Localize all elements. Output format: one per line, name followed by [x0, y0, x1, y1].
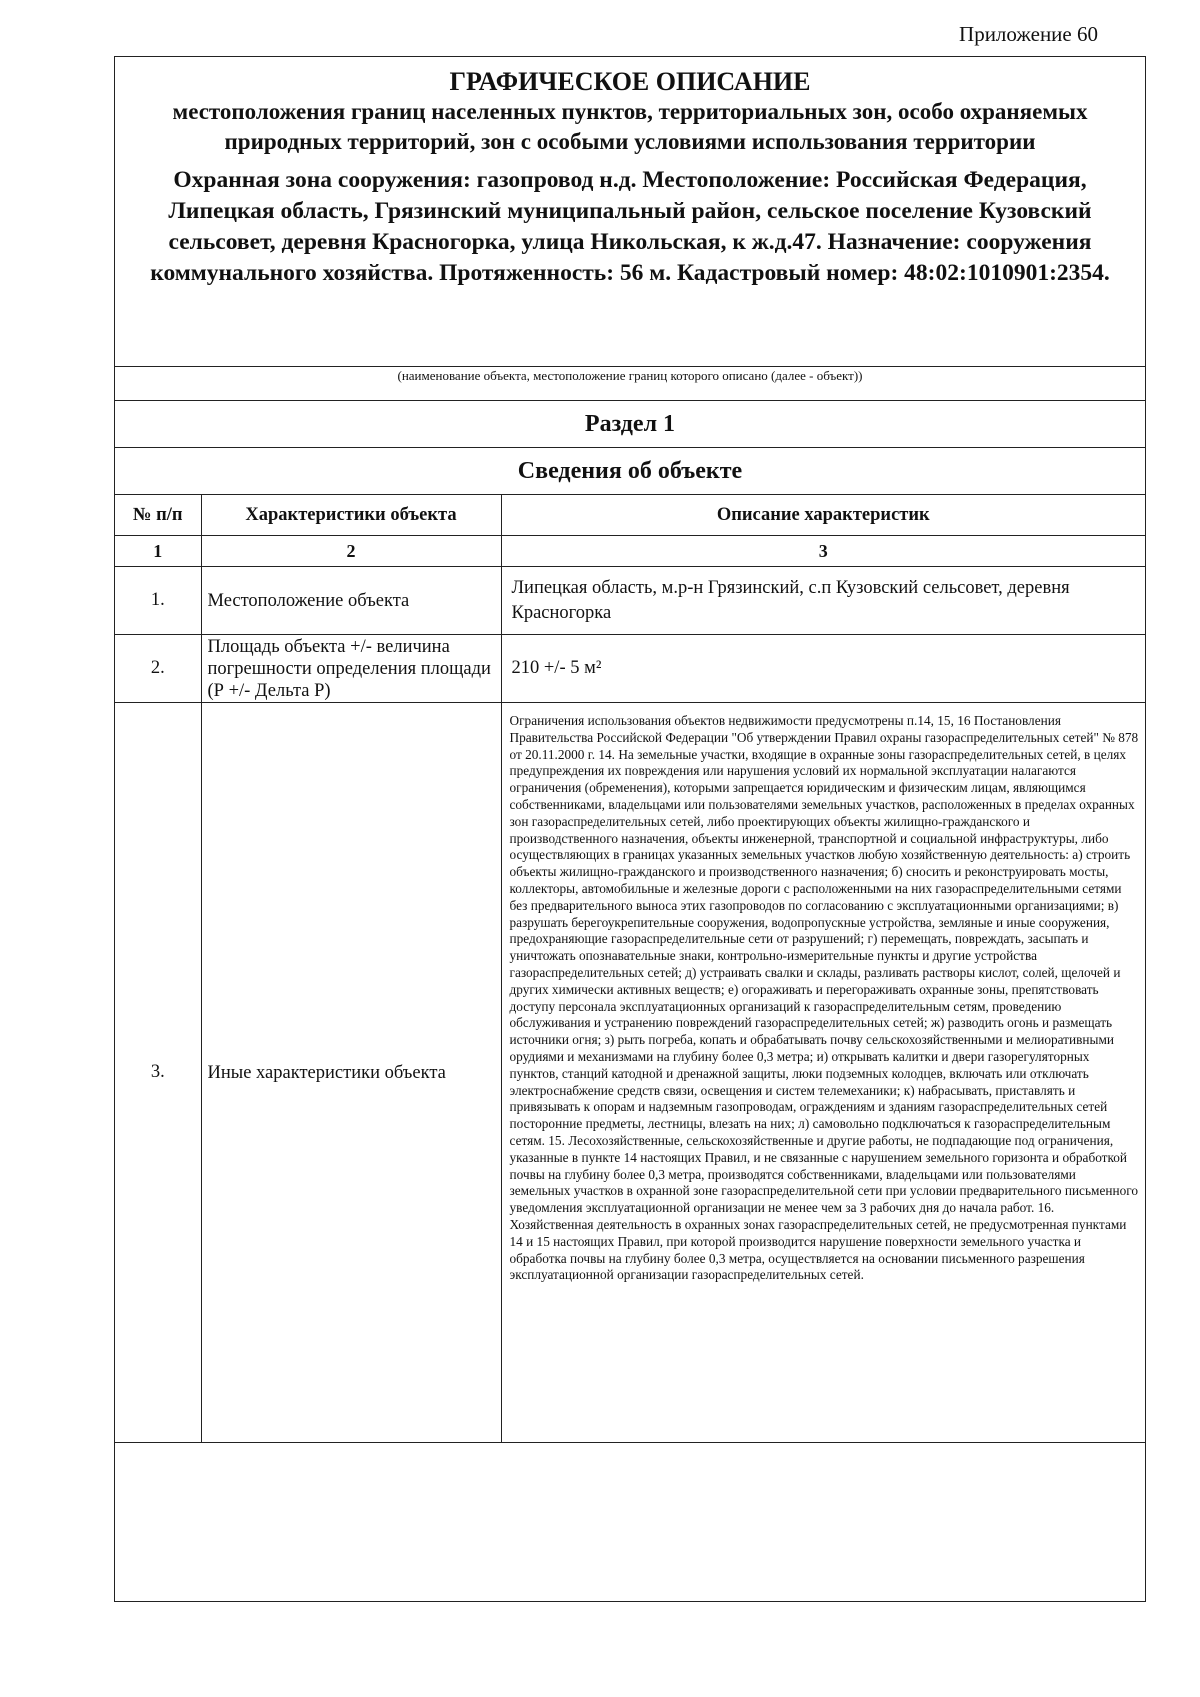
row-label: Площадь объекта +/- величина погрешности определения площади (Р +/- Дельта Р)	[201, 635, 501, 703]
header-description: Описание характеристик	[501, 495, 1145, 536]
object-caption: (наименование объекта, местоположение границ которого описано (далее - объект))	[115, 367, 1145, 401]
table-header-row	[115, 495, 1145, 536]
header-number: № п/п	[115, 495, 201, 536]
info-title: Сведения об объекте	[115, 448, 1145, 495]
column-number: 3	[501, 536, 1145, 567]
column-number: 1	[115, 536, 201, 567]
section-title: Раздел 1	[115, 401, 1145, 448]
table-row	[115, 703, 1145, 1443]
table-row	[115, 567, 1145, 635]
row-value: Липецкая область, м.р-н Грязинский, с.п Кузовский сельсовет, деревня Красногорка	[501, 567, 1145, 635]
column-number-row	[115, 536, 1145, 567]
document-header	[115, 57, 1145, 367]
table-row	[115, 635, 1145, 703]
row-number: 3.	[115, 703, 201, 1443]
header-characteristic: Характеристики объекта	[201, 495, 501, 536]
object-name: Охранная зона сооружения: газопровод н.д. Местоположение: Российская Федерация, Липецкая область, Грязинский муниципальный район, сельское поселение Кузовский сельсовет, деревня Красногорка, улица Никольская, к ж.д.47. Назначение: сооружения коммунального хозяйства. Протяженность: 56 м. Кадастровый номер: 48:02:1010901:2354.	[150, 167, 1110, 286]
row-value-restrictions: Ограничения использования объектов недвижимости предусмотрены п.14, 15, 16 Постановления Правительства Российской Федерации "Об утверждении Правил охраны газораспределительных сетей" № 878 от 20.11.2000 г. 14. На земельные участки, входящие в охранные зоны газораспределительных сетей, в целях предупреждения их повреждения или нарушения условий их нормальной эксплуатации налагаются ограничения (обременения), которыми запрещается юридическим и физическим лицам, являющимся собственниками, владельцами или пользователями земельных участков, расположенных в пределах охранных зон газораспределительных сетей, либо проектирующих объекты жилищно-гражданского и производственного назначения, объекты инженерной, транспортной и социальной инфраструктуры, либо осуществляющих в границах указанных земельных участков любую хозяйственную деятельность: а) строить объекты жилищно-гражданского и производственного назначения; б) сносить и реконструировать мосты, коллекторы, автомобильные и железные дороги с расположенными на них газораспределительными сетями без предварительного выноса этих газопроводов по согласованию с эксплуатационными организациями; в) разрушать берегоукрепительные сооружения, водопропускные устройства, земляные и иные сооружения, предохраняющие газораспределительные сети от разрушений; г) перемещать, повреждать, засыпать и уничтожать опознавательные знаки, контрольно-измерительные пункты и другие устройства газораспределительных сетей; д) устраивать свалки и склады, разливать растворы кислот, солей, щелочей и других химически активных веществ; е) огораживать и перегораживать охранные зоны, препятствовать доступу персонала эксплуатационных организаций к газораспределительным сетям, проведению обслуживания и устранению повреждений газораспределительных сетей; ж) разводить огонь и размещать источники огня; з) рыть погреба, копать и обрабатывать почву сельскохозяйственными и мелиоративными орудиями и механизмами на глубину более 0,3 метра; и) открывать калитки и двери газорегуляторных пунктов, станций катодной и дренажной защиты, люки подземных колодцев, включать или отключать электроснабжение средств связи, освещения и систем телемеханики; к) набрасывать, приставлять и привязывать к опорам и надземным газопроводам, ограждениям и зданиям газораспределительных сетей посторонние предметы, лестницы, влезать на них; л) самовольно подключаться к газораспределительным сетям. 15. Лесохозяйственные, сельскохозяйственные и другие работы, не подпадающие под ограничения, указанные в пункте 14 настоящих Правил, и не связанные с нарушением земельного горизонта и обработкой почвы на глубину более 0,3 метра, производятся собственниками, владельцами или пользователями земельных участков в охранной зоне газораспределительной сети при условии предварительного письменного уведомления эксплуатационной организации не менее чем за 3 рабочих дня до начала работ. 16. Хозяйственная деятельность в охранных зонах газораспределительных сетей, не предусмотренная пунктами 14 и 15 настоящих Правил, при которой производится нарушение поверхности земельного участка и обработка почвы на глубину более 0,3 метра, осуществляется на основании письменного разрешения эксплуатационной организации газораспределительных сетей.	[501, 703, 1145, 1443]
row-number: 2.	[115, 635, 201, 703]
row-label: Иные характеристики объекта	[201, 703, 501, 1443]
document-frame	[114, 56, 1146, 1602]
object-info-table	[115, 495, 1145, 1443]
document-title: ГРАФИЧЕСКОЕ ОПИСАНИЕ	[449, 67, 811, 96]
row-label: Местоположение объекта	[201, 567, 501, 635]
appendix-label: Приложение 60	[959, 22, 1098, 46]
document-subtitle: местоположения границ населенных пунктов, территориальных зон, особо охраняемых природных территорий, зон с особыми условиями использования территории	[172, 99, 1088, 154]
row-value: 210 +/- 5 м²	[501, 635, 1145, 703]
column-number: 2	[201, 536, 501, 567]
row-number: 1.	[115, 567, 201, 635]
